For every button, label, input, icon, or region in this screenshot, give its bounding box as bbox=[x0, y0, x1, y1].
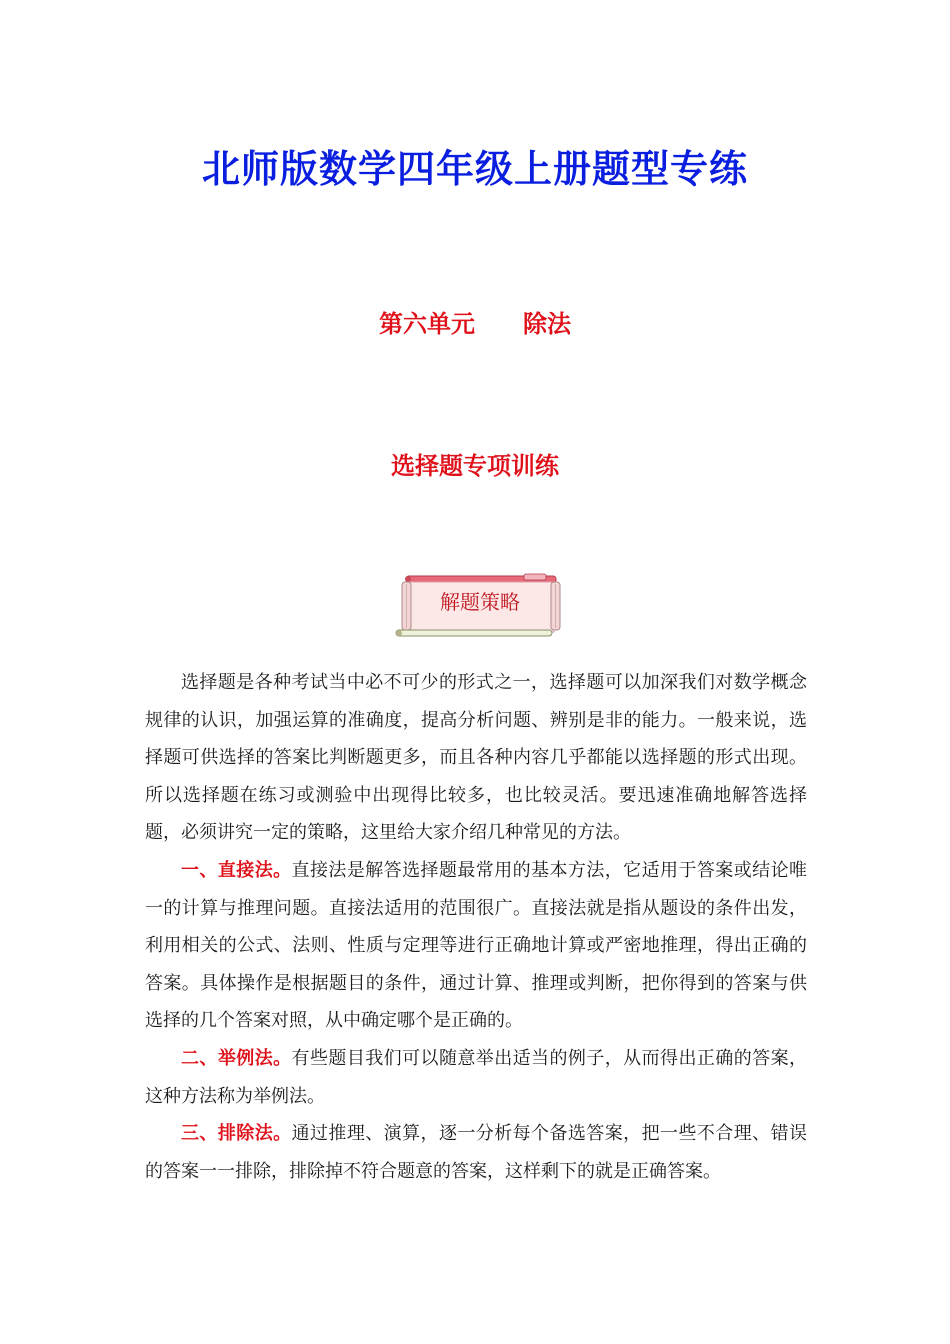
section-title: 选择题专项训练 bbox=[391, 452, 559, 480]
method-name: 一、直接法。 bbox=[181, 859, 292, 881]
unit-title: 第六单元 除法 bbox=[379, 310, 571, 338]
method-name: 二、举例法。 bbox=[181, 1047, 292, 1069]
document-title: 北师版数学四年级上册题型专练 bbox=[201, 147, 748, 191]
intro-paragraph: 选择题是各种考试当中必不可少的形式之一，选择题可以加深我们对数学概念规律的认识，加强运算的准确度，提高分析问题、辨别是非的能力。一般来说，选择题可供选择的答案比判断题更多，而且各种内容几乎都能以选择题的形式出现。所以选择题在练习或测验中出现得比较多，也比较灵活。要迅速准确地解答选择题，必须讲究一定的策略，这里给大家介绍几种常见的方法。 bbox=[145, 672, 807, 844]
method-text: 直接法是解答选择题最常用的基本方法，它适用于答案或结论唯一的计算与推理问题。直接法适用的范围很广。直接法就是指从题设的条件出发，利用相关的公式、法则、性质与定理等进行正确地计算或严密地推理，得出正确的答案。具体操作是根据题目的条件，通过计算、推理或判断，把你得到的答案与供选择的几个答案对照，从中确定哪个是正确的。 bbox=[145, 859, 807, 1032]
method-name: 三、排除法。 bbox=[181, 1123, 292, 1145]
method-text: 通过推理、演算，逐一分析每个备选答案，把一些不合理、错误的答案一一排除，排除掉不符合题意的答案，这样剩下的就是正确答案。 bbox=[145, 1123, 807, 1182]
method-paragraph bbox=[145, 1040, 807, 1115]
strategy-scroll-banner bbox=[394, 572, 566, 640]
method-paragraph bbox=[145, 852, 807, 1040]
method-paragraph bbox=[145, 1115, 807, 1190]
method-text: 有些题目我们可以随意举出适当的例子，从而得出正确的答案，这种方法称为举例法。 bbox=[145, 1047, 807, 1107]
strategy-body bbox=[145, 664, 807, 1190]
strategy-label: 解题策略 bbox=[440, 590, 520, 614]
